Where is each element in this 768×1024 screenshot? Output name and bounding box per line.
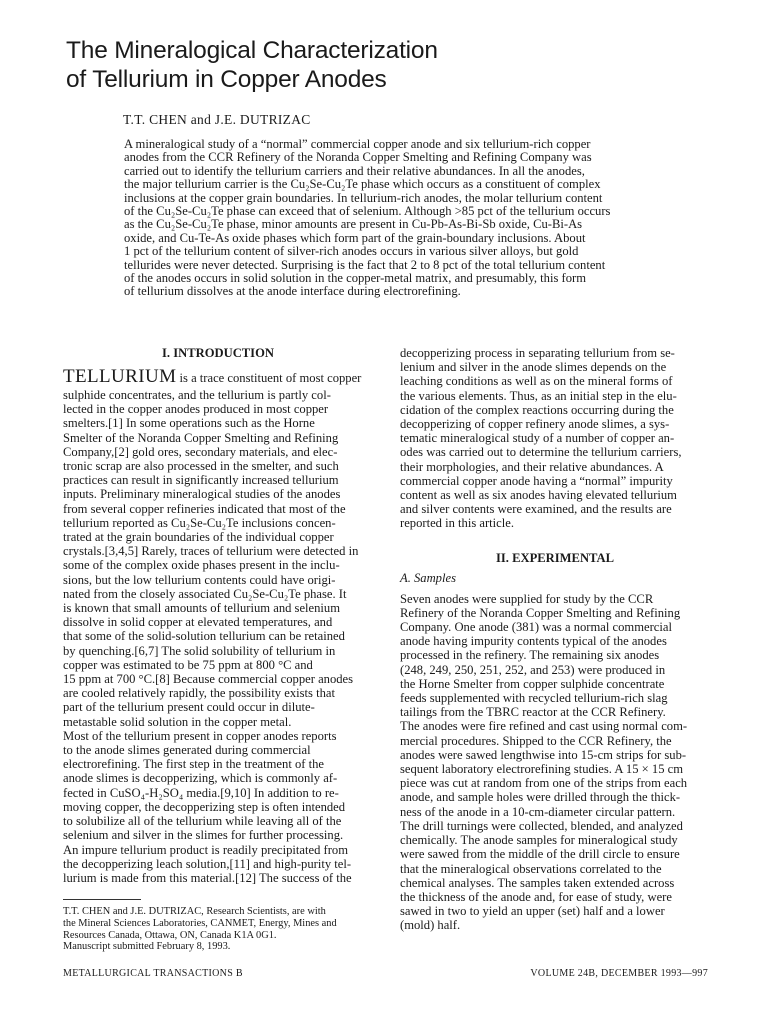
abstract-line: of tellurium dissolves at the anode interface during electrorefining. [124, 284, 461, 299]
body-line: The drill turnings were collected, blended, and analyzed [400, 818, 683, 833]
section-heading-introduction: I. INTRODUCTION [162, 346, 274, 360]
body-line: by quenching.[6,7] The solid solubility of tellurium in [63, 643, 336, 658]
article-title [66, 36, 706, 94]
body-line: trated at the grain boundaries of the individual copper [63, 530, 334, 545]
body-line: practices can result in significantly increased tellurium [63, 473, 339, 488]
author-line: T.T. CHEN and J.E. DUTRIZAC [123, 112, 311, 127]
abstract-line: carried out to identify the tellurium carriers and their relative abundances. In all the anodes, [124, 163, 585, 178]
body-line: sulphide concentrates, and the tellurium is partly col- [63, 388, 331, 402]
body-line: sawed in two to yield an upper (set) half and a lower [400, 904, 665, 919]
journal-name-footer: METALLURGICAL TRANSACTIONS B [63, 968, 243, 979]
body-line: cidation of the complex reactions occurring during the [400, 402, 674, 417]
body-line: Smelter of the Noranda Copper Smelting and Refining [63, 430, 339, 445]
title-line: of Tellurium in Copper Anodes [66, 66, 387, 93]
body-line: ness of the anode in a 10-cm-diameter circular pattern. [400, 804, 676, 819]
footnote-line: the Mineral Sciences Laboratories, CANMET, Energy, Mines and [63, 917, 337, 929]
footnote-line: Manuscript submitted February 8, 1993. [63, 941, 231, 953]
body-line: tellurium reported as Cu₂Se-Cu₂Te inclusions concen- [63, 515, 336, 530]
body-line: leaching conditions as well as on the mineral forms of [400, 374, 673, 389]
body-line: is known that small amounts of tellurium and selenium [63, 601, 341, 616]
body-line: dissolve in solid copper at elevated temperatures, and [63, 615, 333, 630]
abstract-line: the major tellurium carrier is the Cu₂Se-Cu₂Te phase which occurs as a constituent of complex [124, 177, 601, 192]
body-line: commercial copper anode having a “normal” impurity [400, 473, 673, 488]
abstract-line: anodes from the CCR Refinery of the Noranda Copper Smelting and Refining Company was [124, 150, 592, 165]
abstract-line: oxide, and Cu-Te-As oxide phases which form part of the grain-boundary inclusions. About [124, 230, 586, 245]
body-line: part of the tellurium present could occur in dilute- [63, 700, 315, 715]
body-line: the various elements. Thus, as an initial step in the elu- [400, 388, 677, 403]
body-line: chemical analyses. The samples taken extended across [400, 875, 675, 890]
body-line: anode slimes is decopperizing, which is commonly af- [63, 771, 338, 786]
body-line: chemically. The anode samples for mineralogical study [400, 833, 678, 848]
body-line: to solubilize all of the tellurium while leaving all of the [63, 814, 342, 829]
intro-first-line [63, 367, 373, 388]
abstract-line: tellurides were never detected. Surprising is the fact that 2 to 8 pct of the total tellurium content [124, 257, 606, 272]
intro-first-line-rest: is a trace constituent of most copper [176, 371, 362, 385]
body-line: were sawed from the middle of the drill circle to ensure [400, 847, 680, 862]
body-line: moving copper, the decopperizing step is often intended [63, 799, 346, 814]
body-line: from several copper refineries indicated that most of the [63, 501, 346, 516]
body-line: that some of the solid-solution tellurium can be retained [63, 629, 345, 644]
body-line: nated from the closely associated Cu₂Se-Cu₂Te phase. It [63, 586, 347, 601]
footnote-line: T.T. CHEN and J.E. DUTRIZAC, Research Scientists, are with [63, 906, 326, 917]
body-line: mercial procedures. Shipped to the CCR Refinery, the [400, 733, 672, 748]
body-line: lenium and silver in the anode slimes depends on the [400, 360, 667, 375]
body-line: Seven anodes were supplied for study by the CCR [400, 591, 654, 606]
body-line: tematic mineralogical study of a number of copper an- [400, 431, 675, 446]
body-line: electrorefining. The first step in the treatment of the [63, 757, 324, 772]
body-line: anode, and sample holes were drilled through the thick- [400, 790, 681, 805]
body-line: the thickness of the anode and, for ease of study, were [400, 889, 672, 904]
body-line: 15 ppm at 700 °C.[8] Because commercial copper anodes [63, 672, 354, 687]
body-line: content as well as six anodes having elevated tellurium [400, 488, 677, 503]
body-line: to the anode slimes generated during commercial [63, 743, 311, 758]
body-line: An impure tellurium product is readily precipitated from [63, 842, 349, 857]
author-footnote [63, 906, 375, 953]
body-line: and silver contents were examined, and the results are [400, 502, 672, 517]
body-line: tronic scrap are also processed in the smelter, and such [63, 459, 339, 474]
footnote-line: Resources Canada, Ottawa, ON, Canada K1A 0G1. [63, 929, 277, 941]
body-line: sequent laboratory electrorefining studies. A 15 × 15 cm [400, 762, 684, 777]
abstract-line: A mineralogical study of a “normal” commercial copper anode and six tellurium-rich copper [124, 137, 591, 151]
body-line: processed in the refinery. The remaining six anodes [400, 648, 660, 663]
body-line: feeds supplemented with recycled tellurium-rich slag [400, 691, 668, 706]
body-line: the decopperizing leach solution,[11] and high-purity tel- [63, 856, 352, 871]
volume-page-footer: VOLUME 24B, DECEMBER 1993—997 [530, 968, 708, 979]
section-heading-experimental: II. EXPERIMENTAL [495, 550, 615, 565]
body-line: smelters.[1] In some operations such as the Horne [63, 416, 315, 431]
body-line: inputs. Preliminary mineralogical studies of the anodes [63, 487, 341, 502]
body-line: some of the complex oxide phases present in the inclu- [63, 558, 340, 573]
body-line: fected in CuSO₄-H₂SO₄ media.[9,10] In addition to re- [63, 785, 339, 800]
abstract-line: as the Cu₂Se-Cu₂Te phase, minor amounts are present in Cu-Pb-As-Bi-Sb oxide, Cu-Bi-As [124, 217, 583, 232]
left-column [63, 346, 373, 885]
body-line: decopperizing process in separating tellurium from se- [400, 346, 675, 360]
body-line: selenium and silver in the slimes for further processing. [63, 828, 344, 843]
body-line: (mold) half. [400, 918, 461, 933]
body-line: Company. One anode (381) was a normal commercial [400, 620, 672, 635]
body-line: anode having impurity contents typical of the anodes [400, 634, 667, 649]
body-line: decopperizing of copper refinery anode slimes, a sys- [400, 417, 670, 432]
body-line: lected in the copper anodes produced in most copper [63, 402, 329, 417]
body-line: Refinery of the Noranda Copper Smelting and Refining [400, 605, 681, 620]
title-line: The Mineralogical Characterization [66, 37, 438, 64]
body-line: copper was estimated to be 75 ppm at 800 °C and [63, 657, 313, 672]
body-line: tailings from the TBRC reactor at the CCR Refinery. [400, 705, 666, 720]
body-line: The anodes were fire refined and cast using normal com- [400, 719, 688, 734]
body-line: odes was carried out to determine the tellurium carriers, [400, 445, 682, 460]
body-line: their morphologies, and their relative abundances. A [400, 459, 664, 474]
right-column [400, 346, 710, 933]
abstract [124, 138, 720, 299]
body-line: (248, 249, 250, 251, 252, and 253) were produced in [400, 662, 666, 677]
abstract-line: inclusions at the copper grain boundaries. In tellurium-rich anodes, the molar tellurium content [124, 190, 603, 205]
body-line: anodes were sawed lengthwise into 15-cm strips for sub- [400, 747, 687, 762]
abstract-line: 1 pct of the tellurium content of silver-rich anodes occurs in various silver alloys, but gold [124, 244, 579, 259]
drop-word: TELLURIUM [63, 366, 177, 387]
subsection-heading-samples: A. Samples [400, 570, 456, 585]
body-line: sions, but the low tellurium contents could have origi- [63, 572, 336, 587]
body-line: reported in this article. [400, 516, 515, 531]
body-line: piece was cut at random from one of the strips from each [400, 776, 688, 791]
footnote-divider [63, 899, 141, 900]
body-line: Company,[2] gold ores, secondary materials, and elec- [63, 444, 338, 459]
body-line: are cooled relatively rapidly, the possibility exists that [63, 686, 335, 701]
abstract-line: of the Cu₂Se-Cu₂Te phase can exceed that of selenium. Although >85 pct of the tellurium occurs [124, 204, 611, 219]
body-line: crystals.[3,4,5] Rarely, traces of tellurium were detected in [63, 544, 359, 559]
body-line: that the mineralogical observations correlated to the [400, 861, 662, 876]
body-line: metastable solid solution in the copper metal. [63, 714, 292, 729]
body-line: Most of the tellurium present in copper anodes reports [63, 728, 337, 743]
abstract-line: of the anodes occurs in solid solution in the copper-metal matrix, and presumably, this form [124, 271, 586, 286]
body-line: lurium is made from this material.[12] The success of the [63, 870, 352, 885]
body-line: the Horne Smelter from copper sulphide concentrate [400, 676, 665, 691]
